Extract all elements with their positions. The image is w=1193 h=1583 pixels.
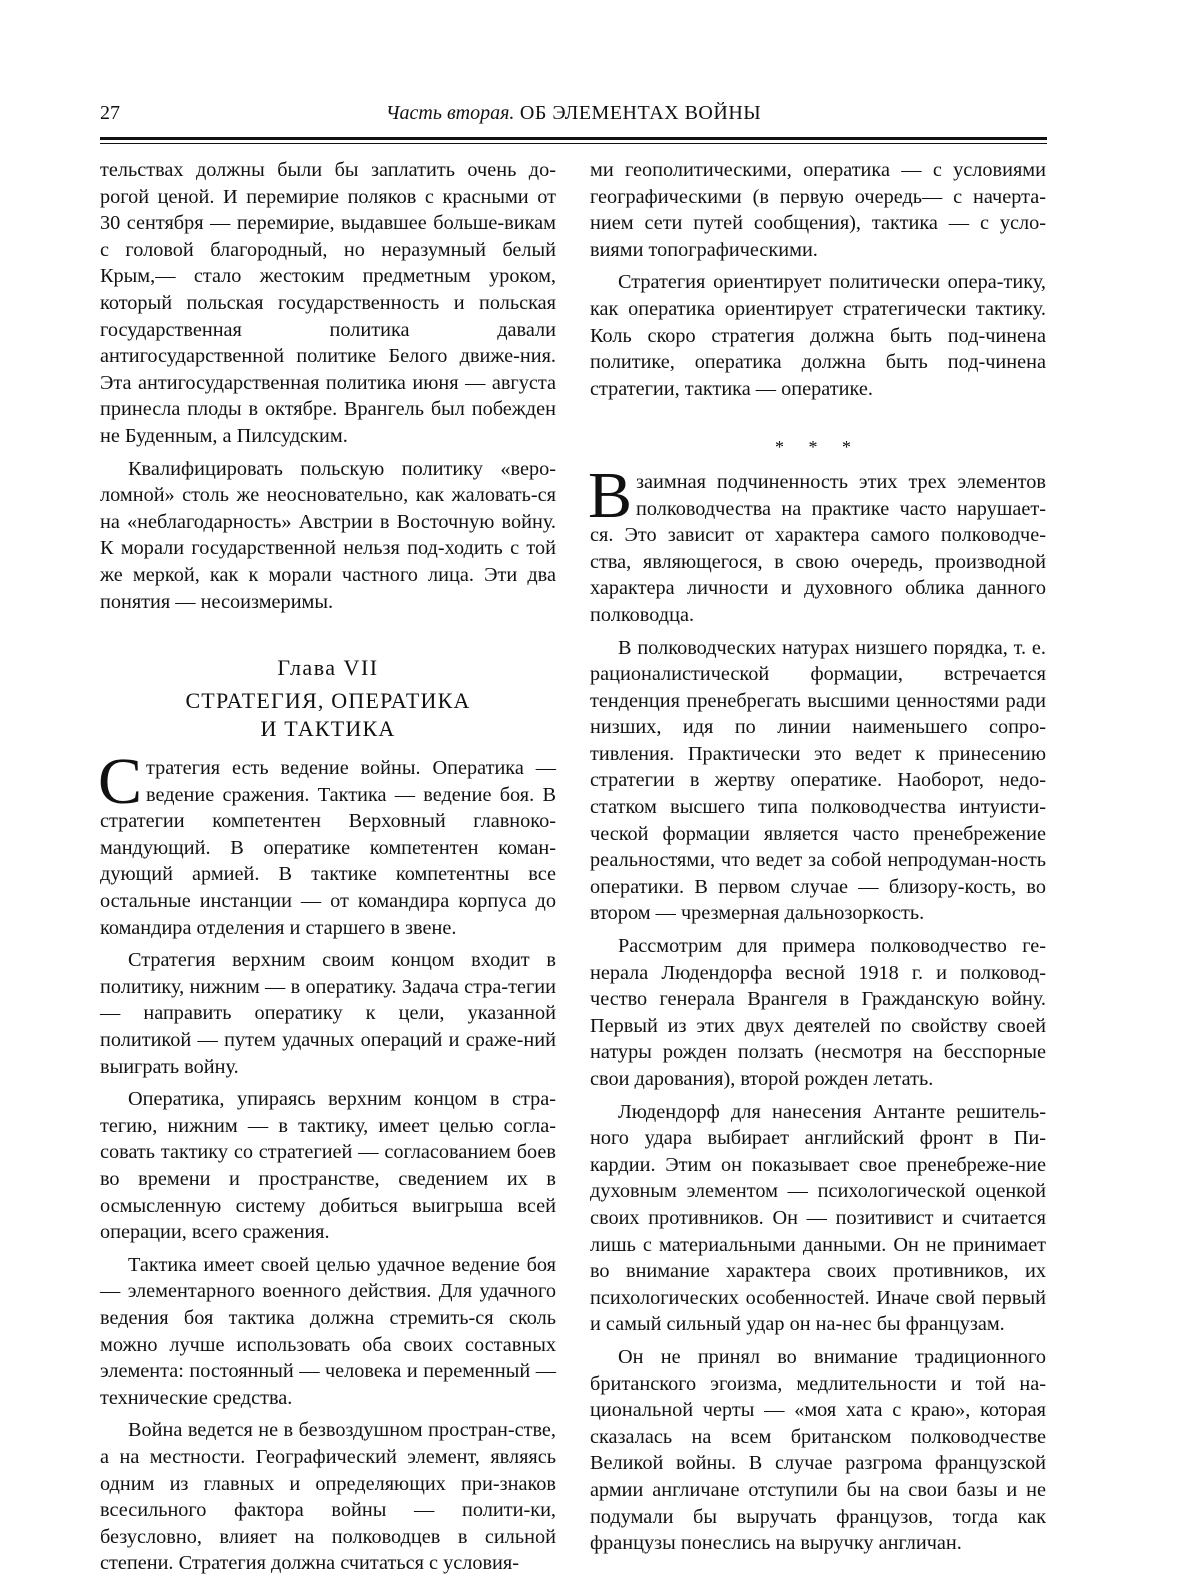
part-label: Часть вторая. (385, 102, 515, 124)
paragraph: Оператика, упираясь верхним концом в стра-тегию, нижним — в тактику, имеет целью согла-совать тактику со стратегией — согласованием боев во времени и пространстве, сведением их в осмысленную систему добиться выигрыша всей операции, всего сражения. (100, 1088, 556, 1244)
paragraph: Война ведется не в безвоздушном простран-стве, а на местности. Географический элемент, являясь одним из главных и определяющих при-знаков всесильного фактора войны — полити-ки, безусловно, влияет на полководцев в сильной степени. Стратегия должна считаться с условия- (100, 1419, 556, 1575)
paragraph: Он не принял во внимание традиционного британского эгоизма, медлительности и той на-циональной черты — «моя хата с краю», которая сказалась на всем британском полководчестве Великой войны. В случае разгрома французской армии англичане отступили бы на свои базы и не подумали бы выручать французов, тогда как французы понеслись на выручку англичан. (590, 1345, 1046, 1555)
paragraph-text: заимная подчиненность этих трех элементов полководчества на практике часто нарушает-ся. Это зависит от характера самого полководче-ства, являющегося, в свою очередь, производной характера личности и духовного облика данного полководца. (590, 470, 1046, 626)
paragraph: Людендорф для нанесения Антанте решитель-ного удара выбирает английский фронт в Пи-кардии. Этим он показывает свое пренебреже-ние духовным элементом — психологической оценкой своих противников. Он — позитивист и считается лишь с материальными данными. Он не принимает во внимание характера своих противников, их психологических особенностей. Иначе свой первый и самый сильный удар он на-нес бы французам. (590, 1100, 1046, 1336)
chapter-heading (100, 653, 556, 743)
right-column (590, 157, 1046, 1563)
running-title (100, 100, 1047, 126)
paragraph: Стратегия верхним своим концом входит в политику, нижним — в оператику. Задача стра-тегии — направить оператику к цели, указанной политикой — путем удачных операций и сраже-ний выиграть войну. (100, 949, 556, 1078)
part-title: ОБ ЭЛЕМЕНТАХ ВОЙНЫ (519, 102, 762, 124)
paragraph: тельствах должны были бы заплатить очень до-рогой ценой. И перемирие поляков с красными от 30 сентября — перемирие, выдавшее больше-викам с головой благородный, но неразумный белый Крым,— стало жестоким предметным уроком, который польская государственность и польская государственная политика давали антигосударственной политике Белого движе-ния. Эта антигосударственная политика июня — августа принесла плоды в октябре. Врангель был побежден не Буденным, а Пилсудским. (100, 159, 556, 447)
paragraph-dropcap (588, 458, 1046, 629)
header-rule-thick (100, 137, 1047, 140)
paragraph: Рассмотрим для примера полководчество ге-нерала Людендорфа весной 1918 г. и полковод-чество генерала Врангеля в Гражданскую войну. Первый из этих двух деятелей по свойству своей натуры рожден ползать (несмотря на бесспорные свои дарования), второй рожден летать. (590, 935, 1046, 1090)
page-number: 27 (100, 102, 120, 124)
paragraph: В полководческих натурах низшего порядка, т. е. рационалистической формации, встречается тенденция пренебрегать высшими ценностями ради низших, идя по линии наименьшего сопро-тивления. Практически это ведет к принесению стратегии в жертву оператике. Наоборот, недо-статком высшего типа полководчества интуисти-ческой формации является часто пренебрежение реальностями, что ведет за собой непродуман-ность оператики. В первом случае — близору-кость, во втором — чрезмерная дальнозоркость. (590, 636, 1046, 925)
paragraph-dropcap (98, 745, 556, 941)
chapter-title-line: СТРАТЕГИЯ, ОПЕРАТИКА (185, 688, 471, 714)
drop-cap: С (98, 745, 143, 819)
paragraph: ми геополитическими, оператика — с условиями географическими (в первую очередь— с начерта-нием сети путей сообщения), тактика — с усло-виями топографическими. (590, 159, 1046, 261)
paragraph-text: тратегия есть ведение войны. Оператика — ведение сражения. Тактика — ведение боя. В стратегии компетентен Верховный главноко-мандующий. В оператике компетентен коман-дующий армией. В тактике компетентны все остальные инстанции — от командира корпуса до командира отделения и старшего в звене. (100, 757, 556, 939)
chapter-label: Глава VII (277, 655, 379, 681)
drop-cap: В (588, 458, 633, 532)
paragraph: Тактика имеет своей целью удачное ведение боя — элементарного военного действия. Для удачного ведения боя тактика должна стремить-ся сколь можно лучше использовать оба своих составных элемента: постоянный — человека и переменный — технические средства. (100, 1253, 556, 1409)
left-column (100, 157, 556, 1583)
paragraph: Стратегия ориентирует политически опера-тику, как оператика ориентирует стратегически тактику. Коль скоро стратегия должна быть под-чинена политике, оператика должна быть под-чинена стратегии, тактика — оператике. (590, 271, 1046, 400)
paragraph: Квалифицировать польскую политику «веро-ломной» столь же неосновательно, как жаловать-ся на «неблагодарность» Австрии в Восточную войну. К морали государственной нельзя под-ходить с той же меркой, как к морали частного лица. Эти два понятия — несоизмеримы. (100, 457, 556, 613)
header-rule-thin (100, 143, 1047, 144)
section-separator: * * * (775, 437, 861, 458)
chapter-title-line: И ТАКТИКА (260, 716, 396, 742)
running-header (100, 100, 1047, 130)
chapter-title (100, 687, 556, 743)
